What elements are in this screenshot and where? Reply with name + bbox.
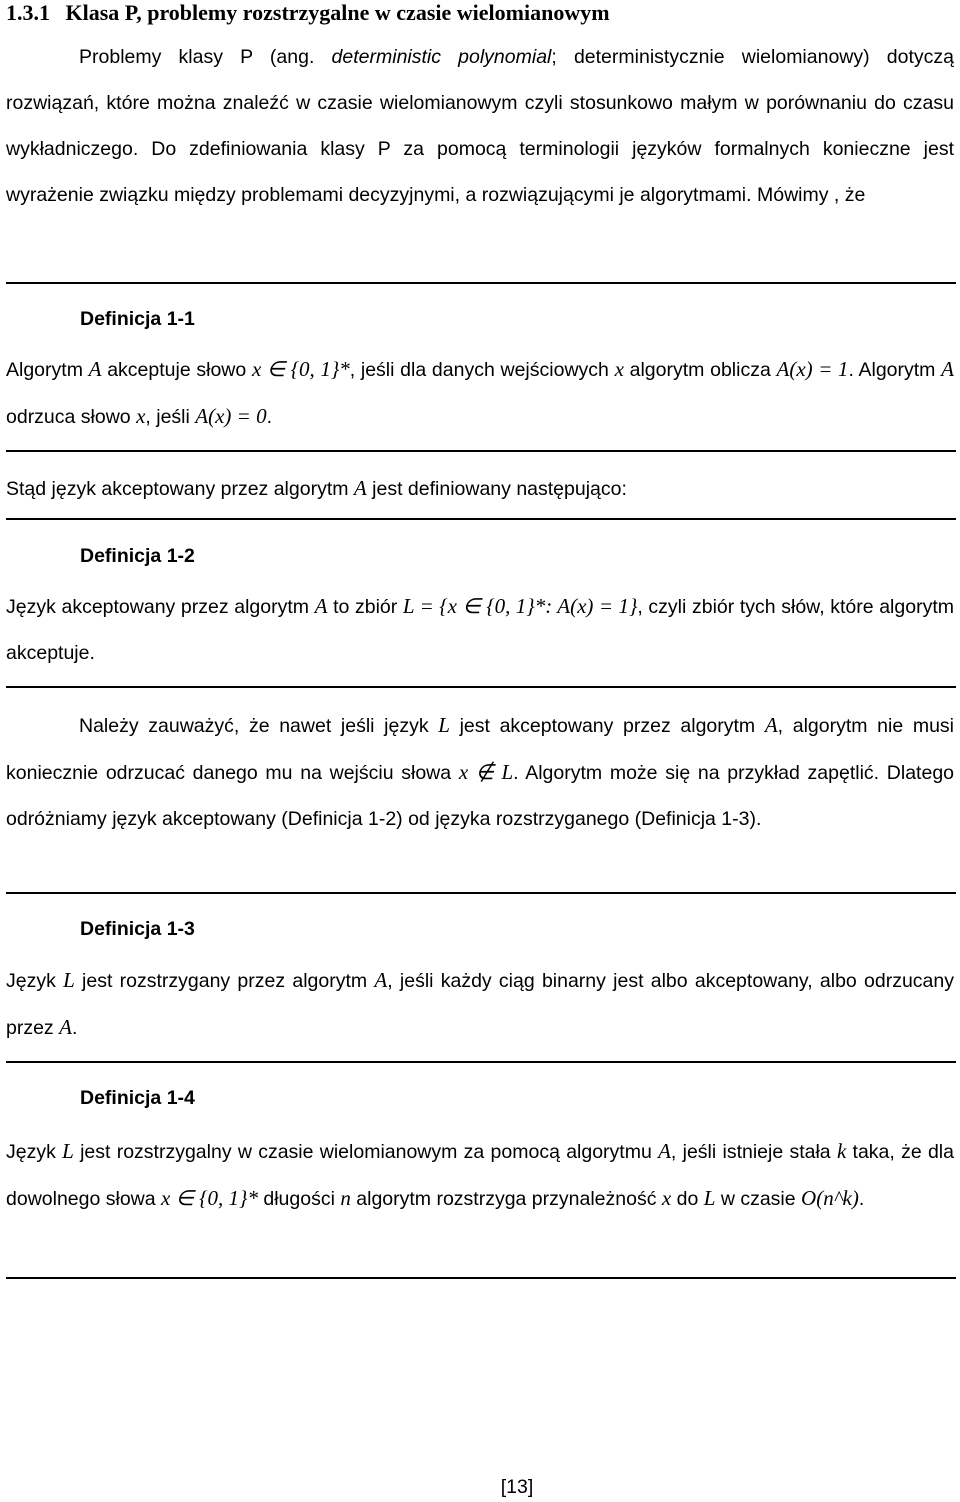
def2-text: Język akceptowany przez algorytm: [6, 596, 315, 618]
definition-1-heading: Definicja 1-1: [80, 308, 195, 330]
note-text: Należy zauważyć, że nawet jeśli język: [79, 715, 439, 737]
intro-text: Problemy klasy P (ang.: [79, 46, 332, 68]
def4-text: taka, że dla dowolnego słowa: [6, 1141, 954, 1210]
definition-1-bottom-rule: [6, 450, 956, 452]
definition-4-text: [6, 1128, 954, 1222]
math-L: L: [63, 968, 75, 992]
note-text: . Algorytm może się na przykład zapętlić. Dlatego odróżniamy język akceptowany (Definicja 1-2) od języka rozstrzyganego (Definicja 1-3).: [6, 762, 955, 830]
intro-text-rest: ; deterministycznie wielomianowy) dotyczą rozwiązań, które można znaleźć w czasie wielomianowym czyli stosunkowo małym w porównaniu do czasu wykładniczego. Do zdefiniowania klasy P za pomocą terminologii języków formalnych konieczne jest wyrażenie związku między problemami decyzyjnymi, a rozwiązującymi je algorytmami. Mówimy , że: [6, 46, 954, 206]
definition-1-top-rule: [6, 282, 956, 284]
definition-3-top-rule: [6, 892, 956, 894]
math-A: A: [88, 357, 102, 381]
intro-paragraph: [6, 34, 954, 218]
math-A: A: [374, 968, 388, 992]
def2-text: to zbiór: [327, 596, 403, 618]
math-L: L: [438, 713, 450, 737]
math-A: A: [353, 476, 367, 500]
section-title: Klasa P, problemy rozstrzygalne w czasie wielomianowym: [65, 0, 610, 25]
def3-text: jest rozstrzygany przez algorytm: [74, 970, 375, 992]
def3-text: , jeśli każdy ciąg binarny jest albo akceptowany, albo odrzucany przez: [6, 970, 954, 1039]
note-text: , algorytm nie musi koniecznie odrzucać danego mu na wejściu słowa: [6, 715, 955, 784]
def4-text: do: [671, 1188, 704, 1210]
definition-3-heading: Definicja 1-3: [80, 918, 195, 940]
definition-4-heading: Definicja 1-4: [80, 1087, 195, 1109]
math-x-in-binary-strings: x ∈ {0, 1}*: [161, 1186, 258, 1210]
def4-text: jest rozstrzygalny w czasie wielomianowym za pomocą algorytmu: [73, 1141, 659, 1163]
math-x: x: [661, 1186, 672, 1210]
math-A-of-x-equals-1: A(x) = 1: [776, 357, 849, 381]
math-x: x: [136, 404, 146, 428]
note-paragraph: [6, 702, 954, 842]
stad-text: jest definiowany następująco:: [366, 478, 627, 500]
stad-text: Stąd język akceptowany przez algorytm: [6, 478, 354, 500]
intro-italic-term: deterministic polynomial: [331, 46, 552, 68]
def1-text: , jeśli: [145, 406, 196, 428]
math-k: k: [836, 1139, 847, 1163]
def1-text: , jeśli dla danych wejściowych: [349, 359, 615, 381]
def3-text: .: [71, 1017, 78, 1039]
def1-text: odrzuca słowo: [6, 406, 137, 428]
math-big-O-n-to-k: O(n^k): [801, 1186, 859, 1210]
def2-text: , czyli zbiór tych słów, które algorytm akceptuje.: [6, 596, 954, 664]
def1-text: .: [266, 406, 272, 428]
def4-text: długości: [257, 1188, 341, 1210]
math-n: n: [340, 1186, 351, 1210]
def4-text: w czasie: [715, 1188, 802, 1210]
def1-text: akceptuje słowo: [101, 359, 252, 381]
def3-text: Język: [6, 970, 64, 992]
math-A: A: [658, 1139, 671, 1163]
math-x-in-binary-strings: x ∈ {0, 1}*: [251, 357, 350, 381]
definition-3-bottom-rule: [6, 1061, 956, 1063]
definition-2-heading: Definicja 1-2: [80, 545, 195, 567]
definition-2-bottom-rule: [6, 686, 956, 688]
math-A-of-x-equals-0: A(x) = 0: [195, 404, 267, 428]
math-L: L: [62, 1139, 74, 1163]
def1-text: Algorytm: [6, 359, 89, 381]
definition-3-text: [6, 957, 954, 1051]
def1-text: . Algorytm: [848, 359, 942, 381]
note-text: jest akceptowany przez algorytm: [449, 715, 765, 737]
definition-2-text: [6, 583, 954, 676]
section-heading: [6, 0, 610, 26]
definition-4-bottom-rule: [6, 1277, 956, 1279]
def4-text: , jeśli istnieje stała: [670, 1141, 837, 1163]
def1-text: algorytm oblicza: [623, 359, 777, 381]
math-language-set: L = {x ∈ {0, 1}*: A(x) = 1}: [402, 594, 638, 618]
stad-paragraph: [6, 465, 954, 512]
math-x: x: [614, 357, 624, 381]
math-A: A: [941, 357, 954, 381]
page-number: [13]: [500, 1476, 534, 1498]
def4-text: .: [858, 1188, 865, 1210]
math-L: L: [703, 1186, 716, 1210]
math-A: A: [59, 1015, 72, 1039]
def4-text: Język: [6, 1141, 63, 1163]
math-A: A: [764, 713, 778, 737]
definition-2-top-rule: [6, 518, 956, 520]
math-x-not-in-L: x ∉ L: [458, 760, 514, 784]
definition-1-text: [6, 346, 954, 440]
math-A: A: [314, 594, 328, 618]
def4-text: algorytm rozstrzyga przynależność: [350, 1188, 662, 1210]
section-number: 1.3.1: [6, 0, 50, 25]
